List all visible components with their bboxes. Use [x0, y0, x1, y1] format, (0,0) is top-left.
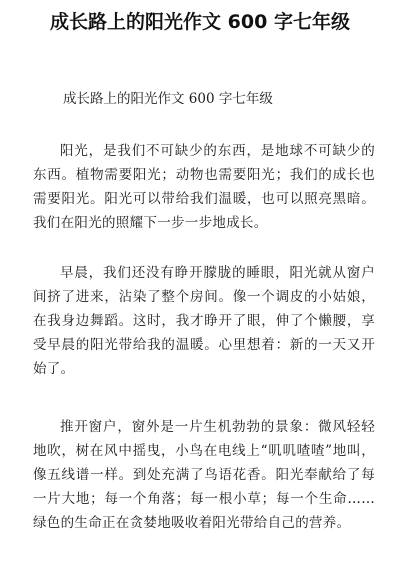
article-body [33, 88, 375, 535]
paragraph: 阳光，是我们不可缺少的东西，是地球不可缺少的东西。植物需要阳光；动物也需要阳光；我们的成长也需要阳光。阳光可以带给我们温暖，也可以照亮黑暗。我们在阳光的照耀下一步一步地成长。 [33, 143, 375, 231]
page-title: 成长路上的阳光作文 600 字七年级 [50, 11, 350, 33]
paragraph: 早晨，我们还没有睁开朦胧的睡眼，阳光就从窗户间挤了进来，沾染了整个房间。像一个调皮的小姑娘，在我身边舞蹈。这时，我才睁开了眼，伸了个懒腰，享受早晨的阳光带给我的温暖。心里想着：新的一天又开始了。 [33, 265, 375, 377]
paragraph: 推开窗户，窗外是一片生机勃勃的景象：微风轻轻地吹，树在风中摇曳，小鸟在电线上“叽叽喳喳”地叫，像五线谱一样。到处充满了鸟语花香。阳光奉献给了每一片大地；每一个角落；每一根小草；每一个生命……绿色的生命正在贪婪地吸收着阳光带给自己的营养。 [33, 419, 375, 531]
article-title: 成长路上的阳光作文 600 字七年级 [63, 91, 273, 107]
